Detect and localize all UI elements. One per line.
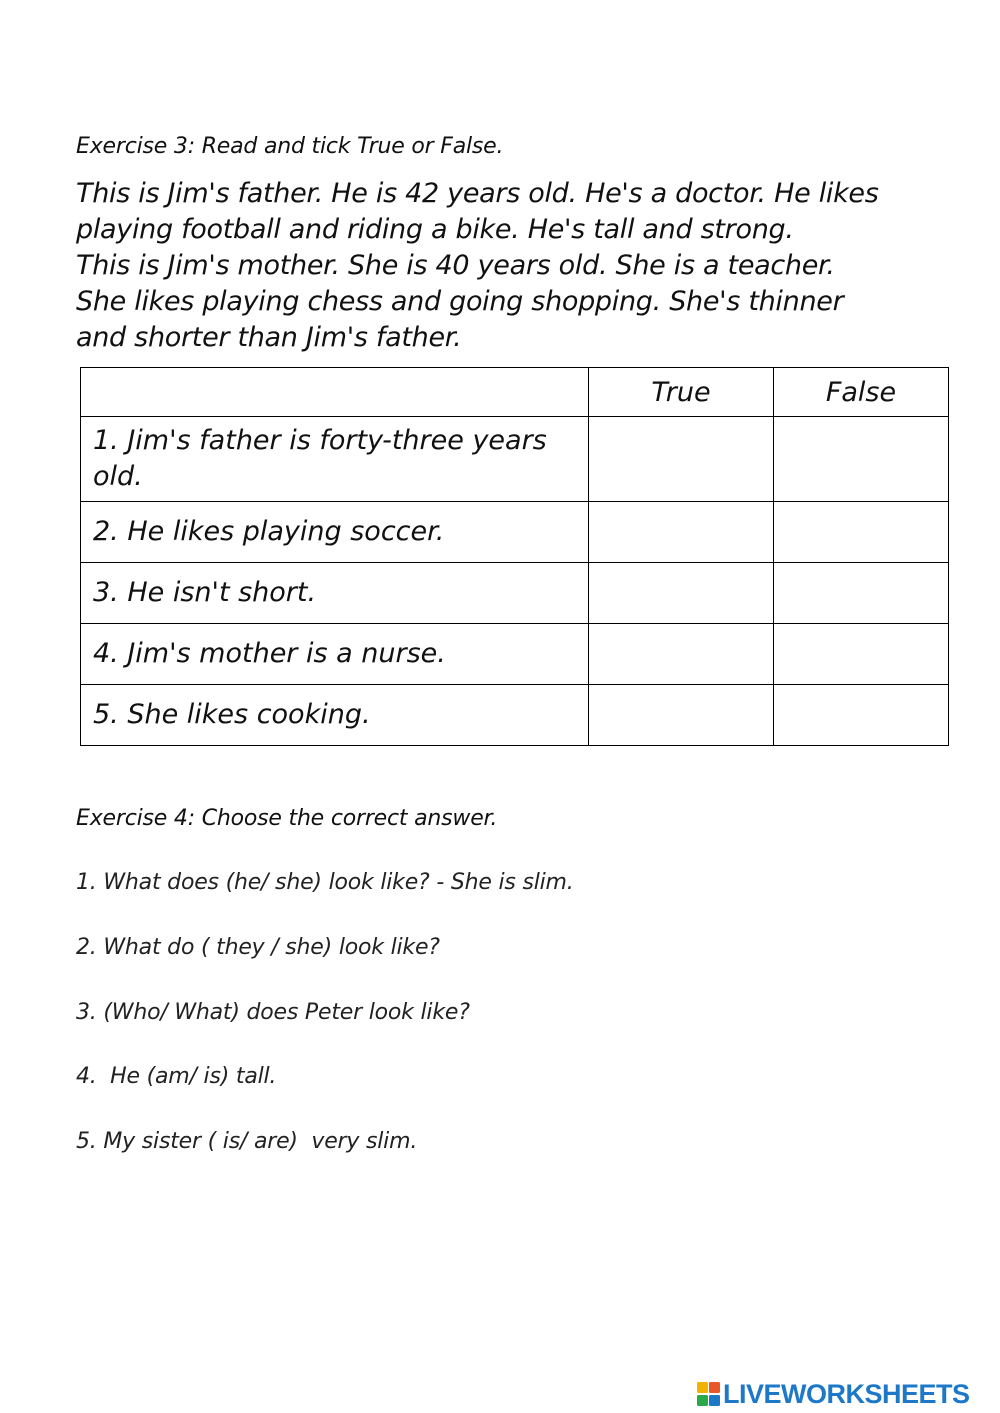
statement-cell: 2. He likes playing soccer. xyxy=(81,502,589,563)
passage-line: This is Jim's mother. She is 40 years old. She is a teacher. xyxy=(76,250,835,281)
question-item: 1. What does (he/ she) look like? - She is slim. xyxy=(76,870,574,895)
table-row xyxy=(81,685,949,746)
logo-text: LIVEWORKSHEETS xyxy=(723,1378,970,1409)
statement-cell: 1. Jim's father is forty-three years old. xyxy=(81,417,589,502)
false-answer-box[interactable] xyxy=(774,417,949,502)
liveworksheets-logo-icon xyxy=(697,1380,721,1408)
statement-cell: 3. He isn't short. xyxy=(81,563,589,624)
reading-passage xyxy=(76,176,956,356)
exercise-3-title: Exercise 3: Read and tick True or False. xyxy=(76,134,504,159)
false-answer-box[interactable] xyxy=(774,685,949,746)
true-false-table xyxy=(80,367,949,746)
table-row xyxy=(81,624,949,685)
statement-cell: 4. Jim's mother is a nurse. xyxy=(81,624,589,685)
false-answer-box[interactable] xyxy=(774,624,949,685)
header-false: False xyxy=(774,368,949,417)
table-row xyxy=(81,563,949,624)
table-row xyxy=(81,502,949,563)
true-answer-box[interactable] xyxy=(589,417,774,502)
true-answer-box[interactable] xyxy=(589,624,774,685)
passage-line: and shorter than Jim's father. xyxy=(76,322,462,353)
true-answer-box[interactable] xyxy=(589,563,774,624)
question-item: 2. What do ( they / she) look like? xyxy=(76,935,440,960)
table-row xyxy=(81,417,949,502)
true-answer-box[interactable] xyxy=(589,685,774,746)
passage-line: This is Jim's father. He is 42 years old. He's a doctor. He likes xyxy=(76,178,879,209)
question-item: 5. My sister ( is/ are) very slim. xyxy=(76,1129,418,1154)
passage-line: playing football and riding a bike. He's tall and strong. xyxy=(76,214,794,245)
question-item: 3. (Who/ What) does Peter look like? xyxy=(76,1000,470,1025)
statement-cell: 5. She likes cooking. xyxy=(81,685,589,746)
header-true: True xyxy=(589,368,774,417)
false-answer-box[interactable] xyxy=(774,563,949,624)
question-item: 4. He (am/ is) tall. xyxy=(76,1064,277,1089)
exercise-4-title: Exercise 4: Choose the correct answer. xyxy=(76,806,498,831)
true-answer-box[interactable] xyxy=(589,502,774,563)
false-answer-box[interactable] xyxy=(774,502,949,563)
header-statement xyxy=(81,368,589,417)
table-header-row xyxy=(81,368,949,417)
liveworksheets-logo xyxy=(697,1378,970,1410)
passage-line: She likes playing chess and going shopping. She's thinner xyxy=(76,286,844,317)
